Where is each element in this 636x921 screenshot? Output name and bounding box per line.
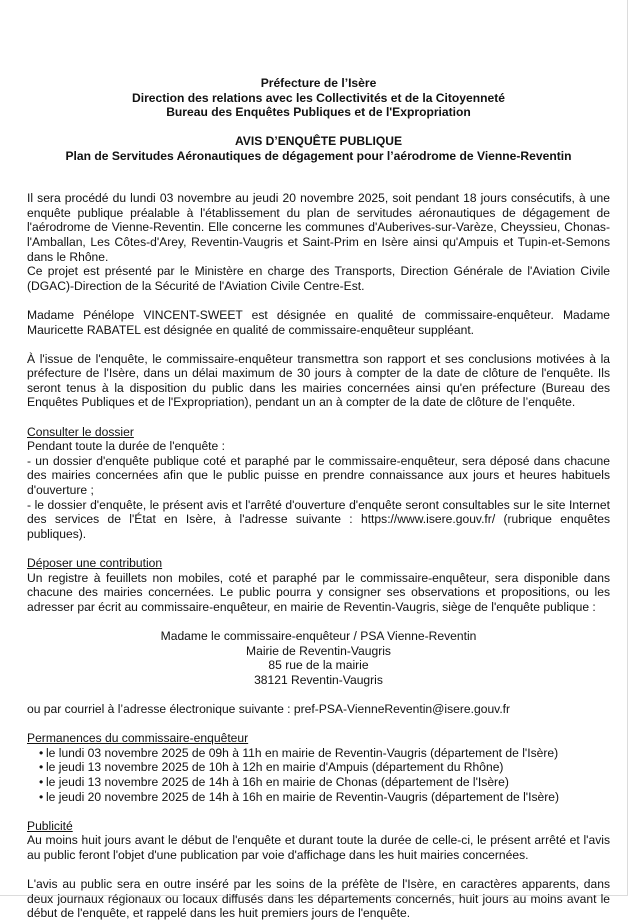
publicity-section	[27, 819, 610, 921]
consult-intro: Pendant toute la durée de l'enquête :	[27, 439, 225, 454]
address-street: 85 rue de la mairie	[268, 658, 369, 673]
consult-item-town-halls: - un dossier d'enquête publique coté et paraphé par le commissaire-enquêteur, sera déposé dans chacune des mairies concernées afin que le public puisse en prendre connaissance aux jours et heures habituels d'ouverture ;	[27, 453, 610, 498]
notice-title-block	[27, 134, 610, 163]
address-recipient: Madame le commissaire-enquêteur / PSA Vienne-Reventin	[160, 628, 477, 643]
publicity-paragraph-newspapers: L'avis au public sera en outre inséré par les soins de la préfète de l'Isère, en caractères apparents, dans deux journaux régionaux ou locaux diffusés dans les départements concernés, huit jours au moins avant le début de l'enquête, et rappelé dans les huit premiers jours de l'enquête.	[27, 877, 610, 921]
issuer-header	[27, 76, 610, 120]
permanences-section-title: Permanences du commissaire-enquêteur	[27, 731, 249, 746]
address-town-hall: Mairie de Reventin-Vaugris	[246, 643, 391, 658]
header-direction: Direction des relations avec les Collectivités et de la Citoyenneté	[131, 90, 506, 105]
consult-item-website: - le dossier d'enquête, le présent avis et l'arrêté d'ouverture d'enquête seront consultables sur le site Internet des services de l'État en Isère, à l'adresse suivante : https://www.isere.gouv.fr/ (rubrique enquêtes publiques).	[27, 497, 610, 541]
publicity-paragraph-posting: Au moins huit jours avant le début de l'enquête et durant toute la durée de celle-ci, le présent arrêté et l'avis au public feront l'objet d'une publication par voie d'affichage dans les huit mairies concernées.	[27, 833, 610, 862]
email-line: ou par courriel à l’adresse électronique suivante : pref-PSA-VienneReventin@isere.gouv.fr	[27, 701, 511, 716]
document-content	[27, 76, 610, 921]
consult-section-title: Consulter le dossier	[27, 424, 134, 439]
permanence-item: • le jeudi 13 novembre 2025 de 10h à 12h en mairie d'Ampuis (département du Rhône)	[39, 760, 610, 775]
contribution-section-title: Déposer une contribution	[27, 556, 163, 570]
postal-address	[27, 629, 610, 687]
intro-paragraph: Il sera procédé du lundi 03 novembre au jeudi 20 novembre 2025, soit pendant 18 jours consécutifs, à une enquête publique préalable à l'établissement du plan de servitudes aéronautiques de dégagement de l'aérodrome de Vienne-Reventin. Elle concerne les communes d'Auberives-sur-Varèze, Cheyssieu, Chonas-l'Amballan, Les Côtes-d'Arey, Reventin-Vaugris et Saint-Prim en Isère ainsi qu'Ampuis et Tupin-et-Semons dans le Rhône.	[27, 191, 610, 264]
consult-section	[27, 425, 610, 542]
permanence-item: • le jeudi 20 novembre 2025 de 14h à 16h en mairie de Reventin-Vaugris (département de l'Isère)	[39, 790, 610, 805]
header-prefecture: Préfecture de l’Isère	[260, 76, 377, 90]
permanence-item: • le lundi 03 novembre 2025 de 09h à 11h en mairie de Reventin-Vaugris (département de l'Isère)	[39, 746, 610, 761]
permanence-item: • le jeudi 13 novembre 2025 de 14h à 16h en mairie de Chonas (département de l'Isère)	[39, 775, 610, 790]
contribution-section	[27, 556, 610, 717]
address-city: 38121 Reventin-Vaugris	[254, 672, 383, 687]
permanences-list	[27, 746, 610, 804]
commissioners-paragraph: Madame Pénélope VINCENT-SWEET est désignée en qualité de commissaire-enquêteur. Madame Mauricette RABATEL est désignée en qualité de commissaire-enquêteur suppléant.	[27, 307, 610, 337]
publicity-section-title: Publicité	[27, 818, 73, 833]
permanences-section	[27, 731, 610, 804]
contribution-paragraph: Un registre à feuillets non mobiles, coté et paraphé par le commissaire-enquêteur, sera disponible dans chacune des mairies concernées. Le public pourra y consigner ses observations et propositions, ou les adresser par écrit au commissaire-enquêteur, en mairie de Reventin-Vaugris, siège de l'enquête publique :	[27, 570, 610, 614]
notice-title: AVIS D’ENQUÊTE PUBLIQUE	[234, 134, 403, 149]
header-bureau: Bureau des Enquêtes Publiques et de l'Expropriation	[166, 105, 471, 120]
project-paragraph: Ce projet est présenté par le Ministère en charge des Transports, Direction Générale de l'Aviation Civile (DGAC)-Direction de la Sécurité de l'Aviation Civile Centre-Est.	[27, 264, 610, 293]
outcome-paragraph: À l'issue de l'enquête, le commissaire-enquêteur transmettra son rapport et ses conclusions motivées à la préfecture de l'Isère, dans un délai maximum de 30 jours à compter de la date de clôture de l'enquête. Ils seront tenus à la disposition du public dans les mairies concernées ainsi qu'en préfecture (Bureau des Enquêtes Publiques et de l'Expropriation), pendant un an à compter de la date de clôture de l’enquête.	[27, 351, 610, 410]
notice-subtitle: Plan de Servitudes Aéronautiques de dégagement pour l’aérodrome de Vienne-Reventin	[65, 148, 572, 163]
